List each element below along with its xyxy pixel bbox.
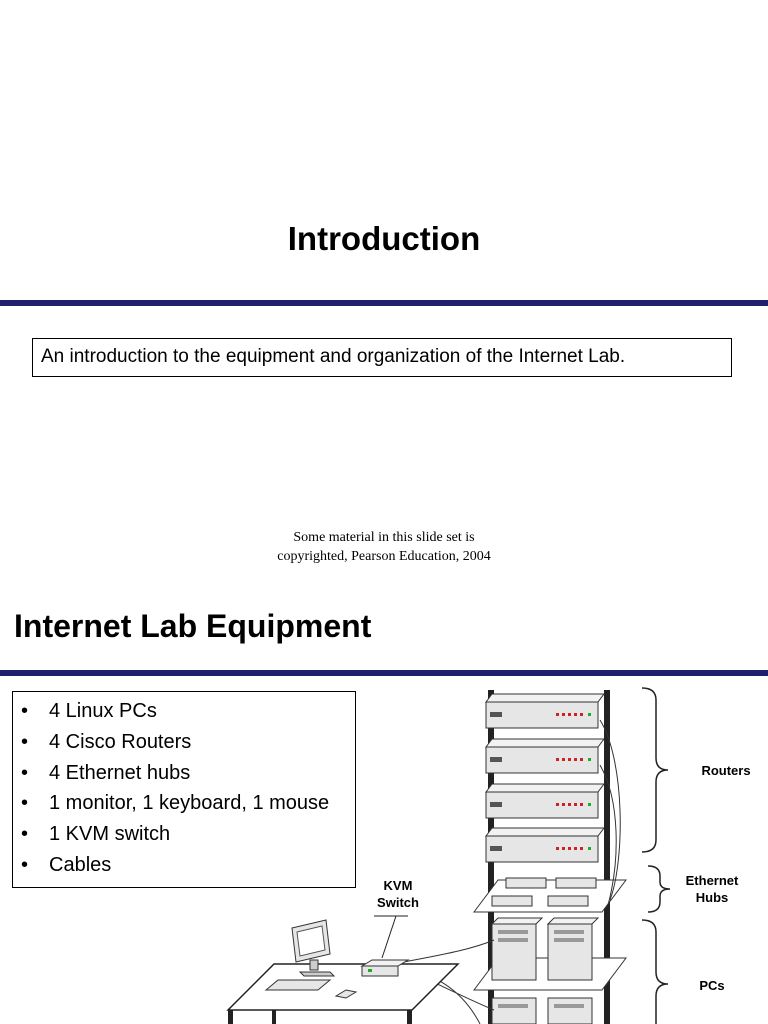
ethernet-hub — [548, 896, 588, 906]
list-item-text: 4 Ethernet hubs — [49, 761, 191, 784]
pcs-brace — [642, 920, 668, 1024]
hub-shelf — [474, 878, 626, 912]
kvm-switch-label — [362, 877, 434, 911]
router-unit — [486, 739, 604, 773]
kvm-callout-leader — [382, 916, 396, 958]
kvm-switch-label-line-2: Switch — [377, 895, 419, 910]
ethernet-hub — [506, 878, 546, 888]
pcs-label: PCs — [699, 978, 725, 993]
list-item-text: 1 KVM switch — [49, 823, 171, 846]
router-unit — [486, 828, 604, 862]
ethernet-hub — [492, 896, 532, 906]
intro-text-box: An introduction to the equipment and organization of the Internet Lab. — [32, 338, 732, 377]
pc-tower — [548, 998, 592, 1024]
bullet: • — [21, 853, 29, 876]
bullet: • — [21, 761, 29, 784]
routers-label: Routers — [701, 763, 751, 778]
router-unit — [486, 784, 604, 818]
router-stack — [486, 694, 604, 862]
kvm-switch-label-line-1: KVM — [383, 878, 413, 893]
router-unit — [486, 694, 604, 728]
ethernet-hub — [556, 878, 596, 888]
copyright-line-2: copyrighted, Pearson Education, 2004 — [277, 549, 491, 564]
pc-tower — [492, 998, 536, 1024]
list-item-text: 4 Cisco Routers — [49, 730, 192, 753]
bullet: • — [21, 792, 29, 815]
pc-tower — [492, 918, 542, 980]
bullet: • — [21, 823, 29, 846]
bullet: • — [21, 700, 29, 722]
ethernet-hubs-label-line-2: Hubs — [695, 890, 729, 905]
list-item-text: 1 monitor, 1 keyboard, 1 mouse — [49, 792, 330, 815]
workstation-desk — [228, 920, 458, 1024]
keyboard — [266, 980, 330, 990]
copyright-line-1: Some material in this slide set is — [293, 530, 475, 545]
routers-brace — [642, 688, 668, 852]
pc-stack — [474, 918, 626, 1024]
equipment-slide-title: Internet Lab Equipment — [14, 608, 372, 644]
ethernet-hubs-label — [676, 872, 748, 906]
bullet: • — [21, 730, 29, 753]
pc-tower — [548, 918, 598, 980]
list-item-text: Cables — [49, 853, 112, 876]
hubs-brace — [648, 866, 670, 912]
slide-title: Introduction — [287, 220, 481, 257]
ethernet-hubs-label-line-1: Ethernet — [685, 873, 739, 888]
list-item-text: 4 Linux PCs — [49, 700, 157, 722]
